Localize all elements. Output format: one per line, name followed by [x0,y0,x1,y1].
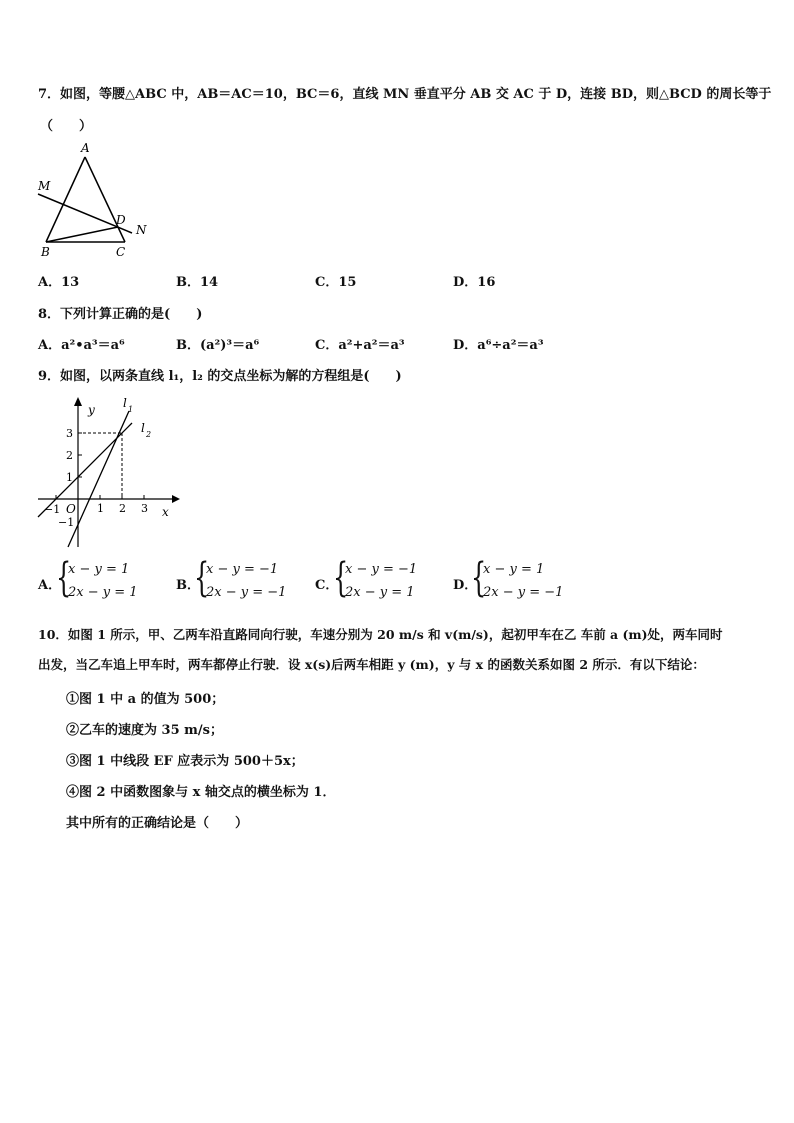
tick-label-y2: 2 [66,449,73,462]
label-x: x [162,505,169,519]
q9-option-c-eq2: 2x − y = 1 [345,585,415,600]
q9-option-a-label: A． [38,578,62,593]
q7-option-d: D．16 [453,275,496,290]
q7-option-b: B．14 [176,275,219,290]
label-D: D [116,213,126,227]
brace-icon: { [194,555,210,601]
q7-answer-paren: （ ） [40,119,93,134]
q7-option-c: C．15 [315,275,357,290]
tick-label-x1: 1 [97,502,104,515]
q9-option-c-label: C． [315,578,339,593]
q9-option-c [315,555,445,610]
q9-option-d-eq1: x − y = 1 [483,562,545,577]
label-N: N [136,223,147,237]
q8-option-b: B．(a²)³＝a⁶ [176,338,260,353]
label-l2-subscript: 2 [146,430,152,439]
q9-coordinate-figure [30,392,180,552]
q7-stem: 7．如图，等腰△ABC 中，AB＝AC＝10，BC＝6，直线 MN 垂直平分 AB 交 AC 于 D，连接 BD，则△BCD 的周长等于 [38,87,772,102]
q10-conclusion-4: ④图 2 中函数图象与 x 轴交点的横坐标为 1． [66,785,336,800]
q9-option-a [38,555,168,610]
label-l1-subscript: 1 [128,405,134,414]
label-y: y [88,403,95,417]
tick-label-yneg1: −1 [58,516,75,529]
label-C: C [116,245,126,259]
x-axis-arrow [172,495,180,503]
line-l1 [68,411,129,547]
segment-BD [46,227,118,242]
tick-label-x3: 3 [141,502,148,515]
q9-option-b-eq1: x − y = −1 [206,562,279,577]
brace-icon: { [333,555,349,601]
label-A: A [81,141,90,155]
q7-triangle-figure [30,138,160,263]
q9-option-d [453,555,583,610]
q9-option-b [176,555,306,610]
brace-icon: { [56,555,72,601]
q8-option-a: A．a²•a³＝a⁶ [38,338,125,353]
q9-option-b-label: B． [176,578,200,593]
q8-option-c: C．a²+a²＝a³ [315,338,405,353]
q9-stem: 9．如图，以两条直线 l₁，l₂ 的交点坐标为解的方程组是( ) [38,369,402,384]
q8-option-d: D．a⁶÷a²＝a³ [453,338,544,353]
brace-icon: { [471,555,487,601]
tick-label-y1: 1 [66,471,73,484]
q10-stem-line1: 10．如图 1 所示，甲、乙两车沿直路同向行驶，车速分别为 20 m/s 和 v(m/s)，起初甲车在乙 车前 a (m)处，两车同时 [38,627,723,642]
q10-stem-line2: 出发，当乙车追上甲车时，两车都停止行驶．设 x(s)后两车相距 y (m)，y 与 x 的函数关系如图 2 所示．有以下结论： [38,657,705,672]
q9-option-d-label: D． [453,578,478,593]
y-axis-arrow [74,397,82,406]
q9-option-a-eq1: x − y = 1 [68,562,130,577]
q7-option-a: A．13 [38,275,80,290]
label-B: B [41,245,50,259]
tick-label-xneg1: −1 [44,503,61,516]
q9-option-c-eq1: x − y = −1 [345,562,418,577]
label-l1: l [123,396,127,410]
q10-conclusion-3: ③图 1 中线段 EF 应表示为 500＋5x； [66,754,304,769]
q9-option-d-eq2: 2x − y = −1 [483,585,564,600]
q10-conclusion-1: ①图 1 中 a 的值为 500； [66,692,225,707]
q9-option-a-eq2: 2x − y = 1 [68,585,138,600]
q9-option-b-eq2: 2x − y = −1 [206,585,287,600]
q10-conclusion-2: ②乙车的速度为 35 m/s； [66,723,223,738]
tick-label-y3: 3 [66,427,73,440]
q10-closing: 其中所有的正确结论是（ ） [66,816,249,831]
label-l2: l [141,421,145,435]
label-M: M [38,179,51,193]
tick-label-x2: 2 [119,502,126,515]
q8-stem: 8．下列计算正确的是( ) [38,307,203,322]
label-origin: O [66,502,76,516]
